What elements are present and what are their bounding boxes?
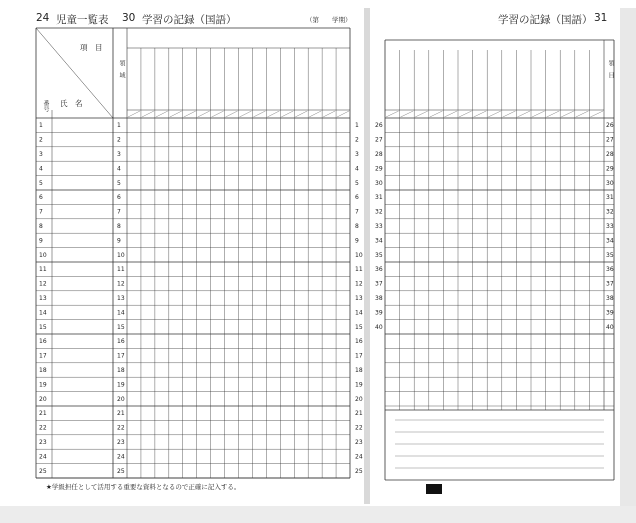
row-number: 32: [375, 208, 383, 216]
row-number: 3: [39, 151, 43, 158]
row-number: 21: [39, 410, 47, 418]
slash-mark: [184, 111, 196, 117]
row-number-outer: 8: [355, 223, 359, 230]
slash-mark: [430, 111, 443, 117]
row-number-outer: 36: [606, 266, 614, 274]
row-number-inner: 14: [117, 309, 125, 317]
slash-mark: [561, 111, 574, 117]
row-number-inner: 9: [117, 237, 121, 245]
row-number-inner: 22: [117, 424, 125, 432]
slash-mark: [401, 111, 414, 117]
row-number-inner: 11: [117, 266, 125, 274]
left-page-title: 児童一覧表: [56, 14, 109, 26]
slash-mark: [532, 111, 545, 117]
domain-header-label: 領 域: [118, 60, 125, 78]
row-number-inner: 7: [117, 208, 121, 216]
row-number-outer: 28: [606, 151, 614, 158]
row-number: 28: [375, 151, 383, 158]
row-number-outer: 4: [355, 165, 359, 173]
slash-mark: [156, 111, 168, 117]
row-number-outer: 14: [355, 309, 363, 317]
row-number: 26: [375, 122, 383, 130]
publisher-logo: [426, 484, 442, 494]
footer-note: ★学級担任として活用する重要な資料となるので正確に記入する。: [46, 483, 241, 491]
row-number-outer: 24: [355, 453, 363, 461]
row-number-inner: 16: [117, 338, 125, 346]
row-number-outer: 38: [606, 295, 614, 302]
header-diagonal: [36, 28, 113, 118]
right-page-title: 学習の記録（国語）: [498, 14, 593, 26]
row-number: 20: [39, 395, 47, 403]
slash-mark: [142, 111, 154, 117]
row-number: 2: [39, 136, 43, 144]
row-number-inner: 10: [117, 251, 125, 259]
slash-mark: [170, 111, 182, 117]
row-number: 17: [39, 352, 47, 360]
slash-mark: [295, 111, 307, 117]
row-number-outer: 34: [606, 237, 614, 245]
row-number-outer: 22: [355, 424, 363, 432]
left-subpage-title: 学習の記録（国語）: [142, 14, 237, 26]
row-number-outer: 2: [355, 136, 359, 144]
row-number-outer: 40: [606, 323, 614, 331]
slash-mark: [517, 111, 530, 117]
row-number-inner: 15: [117, 323, 125, 331]
slash-mark: [547, 111, 560, 117]
row-number: 29: [375, 165, 383, 173]
row-number: 14: [39, 309, 47, 317]
slash-mark: [444, 111, 457, 117]
slash-mark: [590, 111, 603, 117]
slash-mark: [503, 111, 516, 117]
slash-mark: [198, 111, 210, 117]
row-number: 16: [39, 338, 47, 346]
row-number: 39: [375, 309, 383, 317]
row-number-inner: 25: [117, 467, 125, 475]
row-number: 1: [39, 122, 43, 130]
row-number: 18: [39, 367, 47, 374]
row-number-outer: 27: [606, 136, 614, 144]
row-number-outer: 15: [355, 323, 363, 331]
slash-mark: [212, 111, 224, 117]
row-number: 11: [39, 266, 47, 274]
slash-mark: [128, 111, 140, 117]
domain-header-label-right: 領 目: [607, 60, 614, 78]
slash-mark: [337, 111, 349, 117]
row-number-inner: 23: [117, 439, 125, 446]
row-number-outer: 21: [355, 410, 363, 418]
row-number-outer: 33: [606, 223, 614, 230]
row-number: 12: [39, 280, 47, 288]
slash-mark: [323, 111, 335, 117]
row-number-inner: 5: [117, 179, 121, 187]
row-number: 9: [39, 237, 43, 245]
row-number: 23: [39, 439, 47, 446]
row-number: 27: [375, 136, 383, 144]
slash-mark: [459, 111, 472, 117]
row-number: 33: [375, 223, 383, 230]
row-number-outer: 17: [355, 352, 363, 360]
row-number: 38: [375, 295, 383, 302]
row-number-inner: 17: [117, 352, 125, 360]
row-number-inner: 24: [117, 453, 125, 461]
item-header-label: 項 目: [80, 43, 103, 52]
row-number: 40: [375, 323, 383, 331]
row-number-outer: 30: [606, 179, 614, 187]
row-number-outer: 37: [606, 280, 614, 288]
row-number-outer: 1: [355, 122, 359, 130]
row-number-inner: 21: [117, 410, 125, 418]
row-number-outer: 13: [355, 295, 363, 302]
row-number-outer: 19: [355, 381, 363, 389]
row-number-outer: 23: [355, 439, 363, 446]
row-number-outer: 12: [355, 280, 363, 288]
row-number: 10: [39, 251, 47, 259]
row-number: 15: [39, 323, 47, 331]
row-number: 31: [375, 194, 383, 202]
slash-mark: [488, 111, 501, 117]
row-number: 22: [39, 424, 47, 432]
row-number: 5: [39, 179, 43, 187]
row-number-inner: 3: [117, 151, 121, 158]
row-number-inner: 4: [117, 165, 121, 173]
left-subpage-number: 30: [122, 12, 136, 24]
row-number: 6: [39, 194, 43, 202]
row-number-inner: 12: [117, 280, 125, 288]
row-number: 8: [39, 223, 43, 230]
left-page-number: 24: [36, 12, 50, 24]
row-number-outer: 39: [606, 309, 614, 317]
row-number: 13: [39, 295, 47, 302]
slash-mark: [576, 111, 589, 117]
row-number: 19: [39, 381, 47, 389]
row-number-outer: 16: [355, 338, 363, 346]
row-number-inner: 8: [117, 223, 121, 230]
slash-mark: [253, 111, 265, 117]
row-number-outer: 26: [606, 122, 614, 130]
row-number-inner: 1: [117, 122, 121, 130]
row-number-outer: 31: [606, 194, 614, 202]
row-number-outer: 18: [355, 367, 363, 374]
row-number: 37: [375, 280, 383, 288]
row-number-inner: 13: [117, 295, 125, 302]
row-number: 4: [39, 165, 43, 173]
row-number-inner: 20: [117, 395, 125, 403]
row-number-outer: 9: [355, 237, 359, 245]
row-number: 34: [375, 237, 383, 245]
row-number: 25: [39, 467, 47, 475]
row-number: 30: [375, 179, 383, 187]
slash-mark: [415, 111, 428, 117]
row-number: 24: [39, 453, 47, 461]
row-number: 7: [39, 208, 43, 216]
term-label: （第 学期）: [306, 16, 352, 24]
row-number-inner: 2: [117, 136, 121, 144]
row-number: 36: [375, 266, 383, 274]
row-number-outer: 25: [355, 467, 363, 475]
slash-mark: [267, 111, 279, 117]
right-page-number: 31: [594, 12, 608, 24]
number-header-label: 番号: [42, 100, 49, 112]
slash-mark: [309, 111, 321, 117]
slash-mark: [281, 111, 293, 117]
row-number-inner: 19: [117, 381, 125, 389]
slash-mark: [240, 111, 252, 117]
row-number-outer: 6: [355, 194, 359, 202]
slash-mark: [474, 111, 487, 117]
row-number-inner: 6: [117, 194, 121, 202]
row-number-outer: 10: [355, 251, 363, 259]
name-header-label: 氏 名: [60, 99, 83, 108]
slash-mark: [386, 111, 399, 117]
slash-mark: [226, 111, 238, 117]
row-number: 35: [375, 251, 383, 259]
row-number-outer: 5: [355, 179, 359, 187]
row-number-outer: 7: [355, 208, 359, 216]
row-number-outer: 32: [606, 208, 614, 216]
row-number-outer: 35: [606, 251, 614, 259]
row-number-outer: 20: [355, 395, 363, 403]
row-number-outer: 29: [606, 165, 614, 173]
row-number-inner: 18: [117, 367, 125, 374]
row-number-outer: 3: [355, 151, 359, 158]
row-number-outer: 11: [355, 266, 363, 274]
